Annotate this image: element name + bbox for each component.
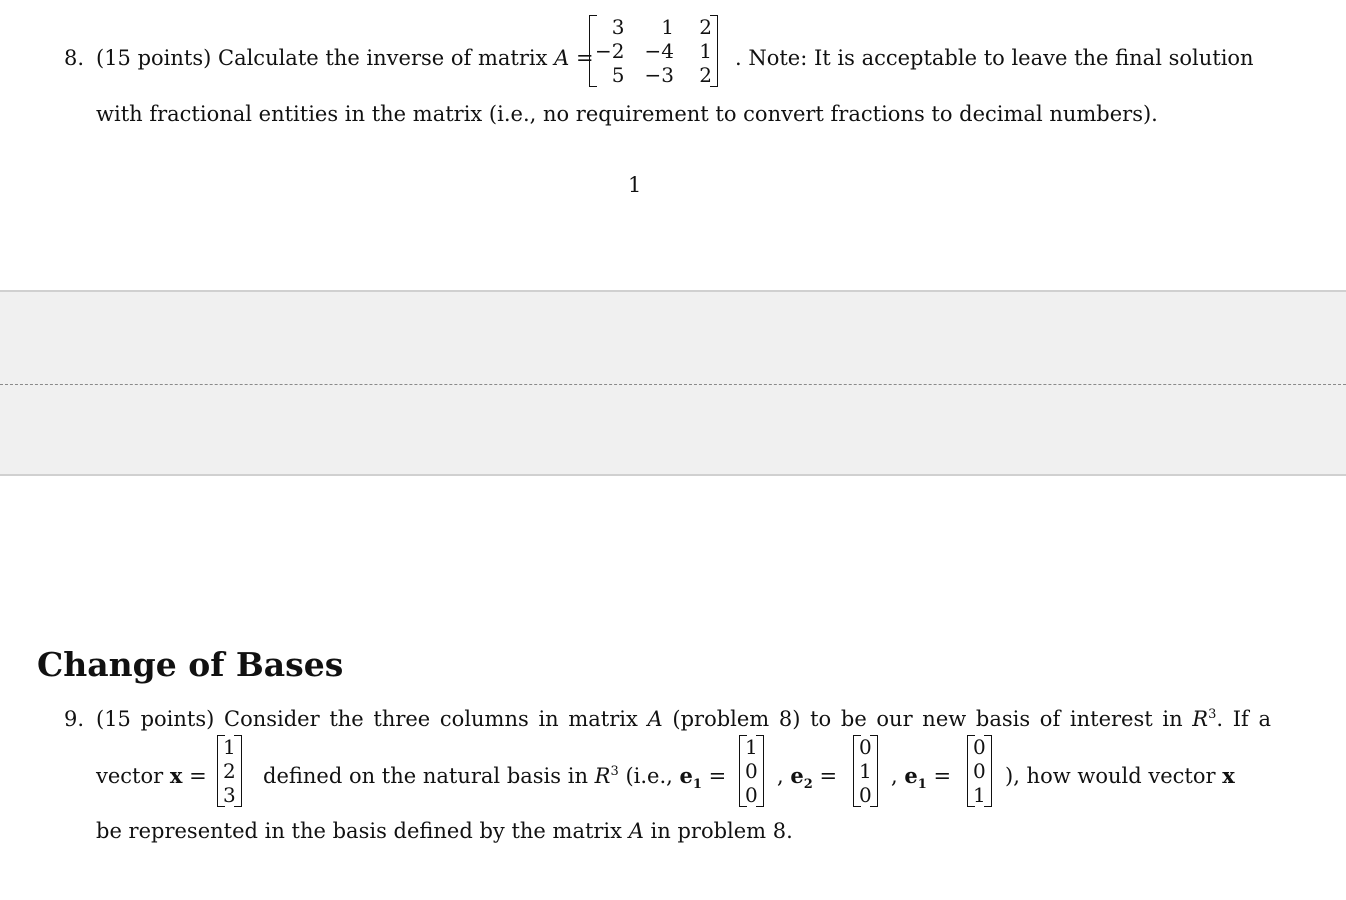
e3-equals: =	[933, 764, 952, 788]
vector-e2-entry: 0	[859, 735, 872, 759]
comma-1: ,	[777, 764, 784, 788]
q9-R-exp: 3	[610, 764, 619, 779]
vector-x-entry: 1	[223, 735, 236, 759]
vector-x-entry: 3	[223, 783, 236, 807]
q9-line3-text-b: in problem 8.	[650, 819, 793, 843]
matrix-a-cell: 5	[611, 63, 625, 87]
vector-x-entry: 2	[223, 759, 236, 783]
q9-line-3	[96, 819, 793, 843]
matrix-a	[589, 15, 718, 87]
matrix-a-cell: −3	[644, 63, 674, 87]
q9-vector-word: vector	[96, 764, 164, 788]
vector-x	[217, 735, 242, 807]
q9-x-equals: =	[189, 764, 207, 788]
q9-defined-phrase: defined on the natural basis in	[263, 764, 588, 788]
q9-line1-text-b: (problem 8) to be our new basis of interest in	[672, 707, 1183, 731]
q9-vector-label	[96, 764, 207, 788]
q8-line-2: with fractional entities in the matrix (i.e., no requirement to convert fractions to decimal numbers).	[96, 102, 1158, 126]
q9-line1-text-a: (15 points) Consider the three columns in matrix	[96, 707, 638, 731]
q8-points-text: (15 points) Calculate the inverse of matrix	[96, 46, 548, 70]
q8-matrix-var: A	[554, 46, 570, 70]
q9-line2-end	[1005, 764, 1235, 788]
q9-number: 9.	[64, 707, 85, 731]
e2-equals: =	[819, 764, 838, 788]
q9-line3-text-a: be represented in the basis defined by the matrix	[96, 819, 622, 843]
q9-line1-R: R	[1192, 707, 1209, 731]
e1-label: e	[679, 763, 693, 788]
q9-x-end: x	[1222, 763, 1235, 788]
q9-line1-var: A	[647, 707, 663, 731]
e2-label: e	[790, 763, 804, 788]
matrix-a-cell: 1	[661, 15, 674, 39]
vector-e3-entry: 0	[973, 759, 986, 783]
e3-label: e	[904, 763, 918, 788]
matrix-a-cell: 2	[699, 63, 712, 87]
matrix-a-cell: 1	[699, 39, 712, 63]
q8-prompt	[96, 46, 594, 70]
vector-e1-entry: 0	[745, 783, 758, 807]
vector-e3	[967, 735, 992, 807]
vector-e2	[853, 735, 878, 807]
vector-e1	[739, 735, 764, 807]
section-title: Change of Bases	[37, 645, 344, 684]
q8-number: 8.	[64, 46, 85, 70]
vector-e1-entry: 1	[745, 735, 758, 759]
matrix-a-cell: −2	[595, 39, 625, 63]
page-break-line	[0, 384, 1346, 385]
comma-2: ,	[891, 764, 898, 788]
page-number: 1	[628, 173, 642, 197]
q9-line1-exp: 3	[1208, 707, 1217, 722]
e2-sub: 2	[803, 777, 813, 793]
matrix-a-cell: −4	[644, 39, 674, 63]
q9-line-1	[96, 707, 1271, 731]
vector-e2-entry: 0	[859, 783, 872, 807]
vector-e3-entry: 0	[973, 735, 986, 759]
q9-x-symbol: x	[169, 763, 183, 788]
matrix-a-cell: 3	[611, 15, 625, 39]
vector-e2-entry: 1	[859, 759, 872, 783]
page-separator	[0, 290, 1346, 476]
q9-close-text: ), how would vector	[1005, 764, 1216, 788]
q9-line1-text-c: . If a	[1216, 707, 1272, 731]
q9-ie: (i.e.,	[625, 764, 673, 788]
e1-equals: =	[708, 764, 727, 788]
e3-label-group	[891, 763, 952, 793]
e2-label-group	[777, 763, 838, 793]
e3-sub: 1	[917, 777, 927, 793]
e1-sub: 1	[692, 777, 702, 793]
vector-e3-entry: 1	[973, 783, 986, 807]
q9-R: R	[594, 764, 611, 788]
q8-note: . Note: It is acceptable to leave the final solution	[735, 46, 1254, 70]
matrix-a-cell: 2	[699, 15, 712, 39]
q9-line3-var: A	[628, 819, 644, 843]
vector-e1-entry: 0	[745, 759, 758, 783]
q9-defined-text	[263, 763, 727, 793]
q8-equals: =	[576, 46, 594, 70]
